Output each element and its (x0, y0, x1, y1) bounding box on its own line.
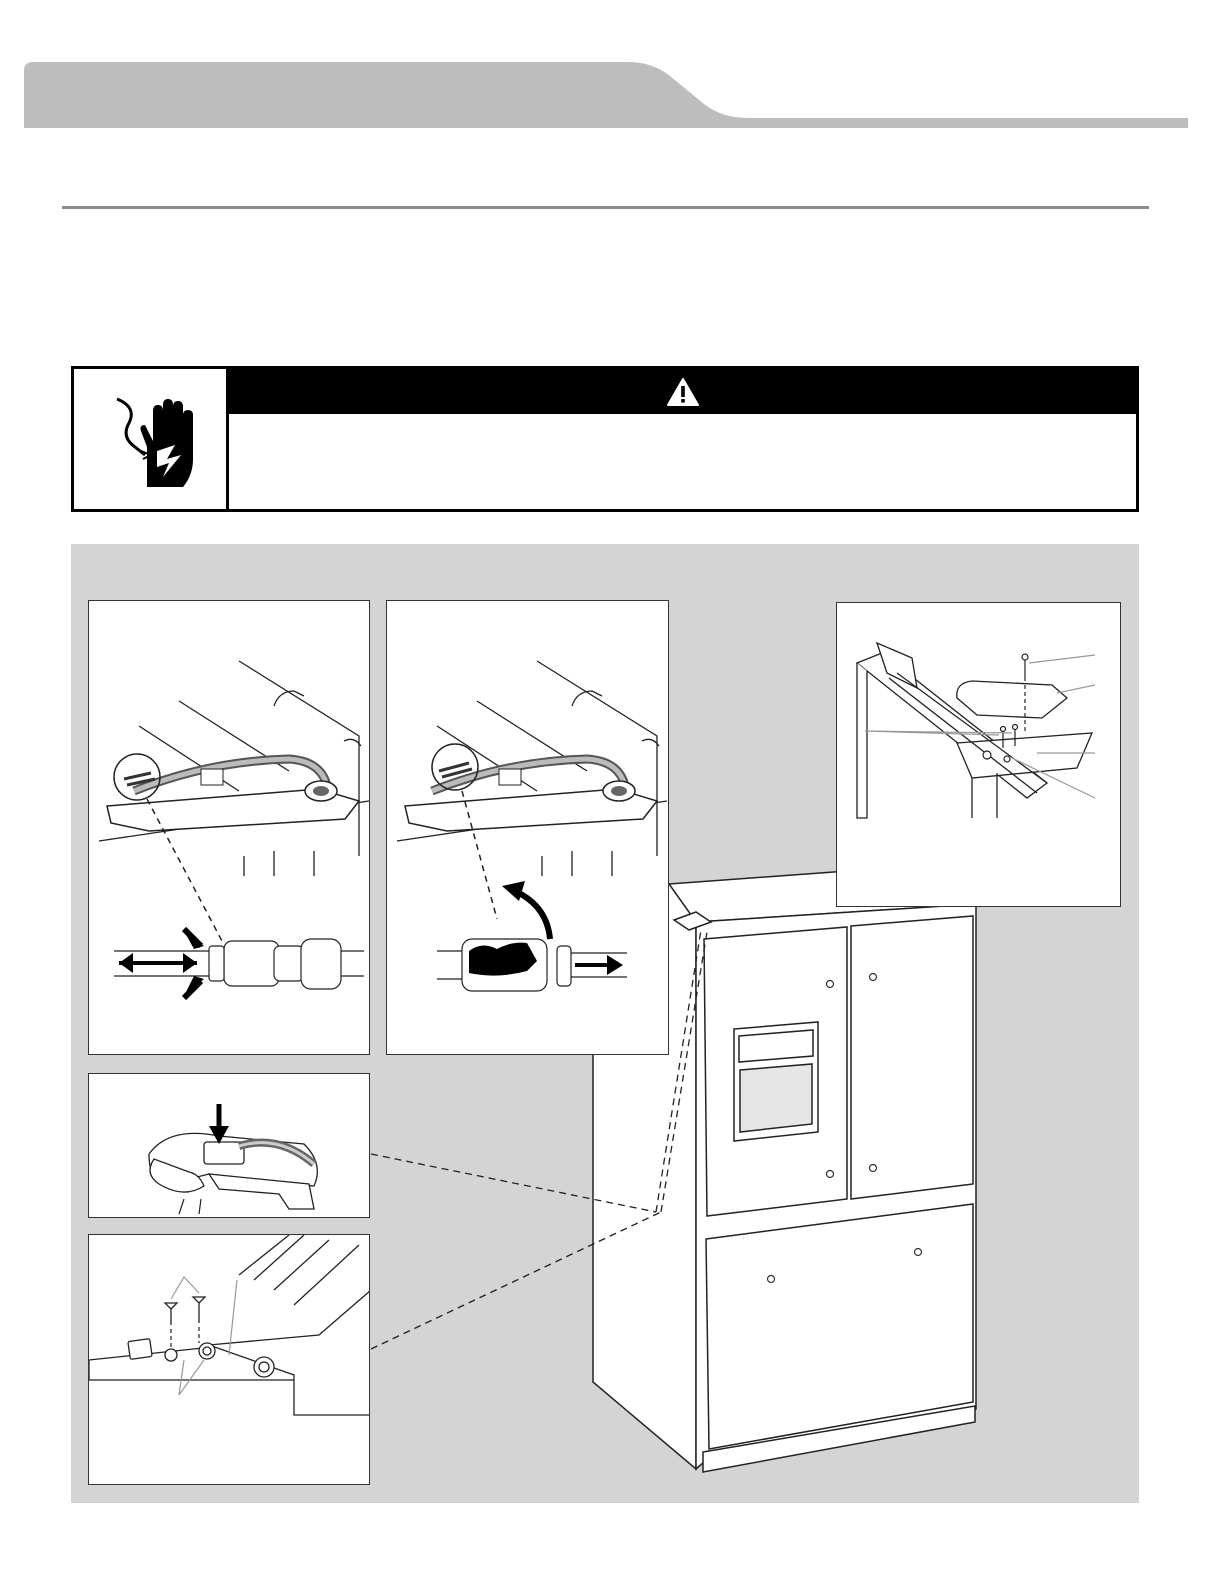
installation-figure (71, 544, 1139, 1503)
detail-panel-water-fitting (88, 600, 370, 1055)
header-band (0, 0, 1225, 135)
detail-panel-top-hinge (836, 602, 1121, 907)
detail-panel-collet-release (386, 600, 669, 1055)
warning-triangle-icon (666, 377, 700, 407)
detail-panel-wiring-connector (88, 1073, 370, 1218)
warning-box (71, 366, 1139, 512)
warning-body (244, 427, 1116, 499)
detail-panel-hinge-screws (88, 1234, 370, 1485)
electrical-shock-hazard-icon (74, 369, 229, 509)
warning-header-bar (229, 369, 1136, 414)
section-divider (62, 206, 1149, 209)
